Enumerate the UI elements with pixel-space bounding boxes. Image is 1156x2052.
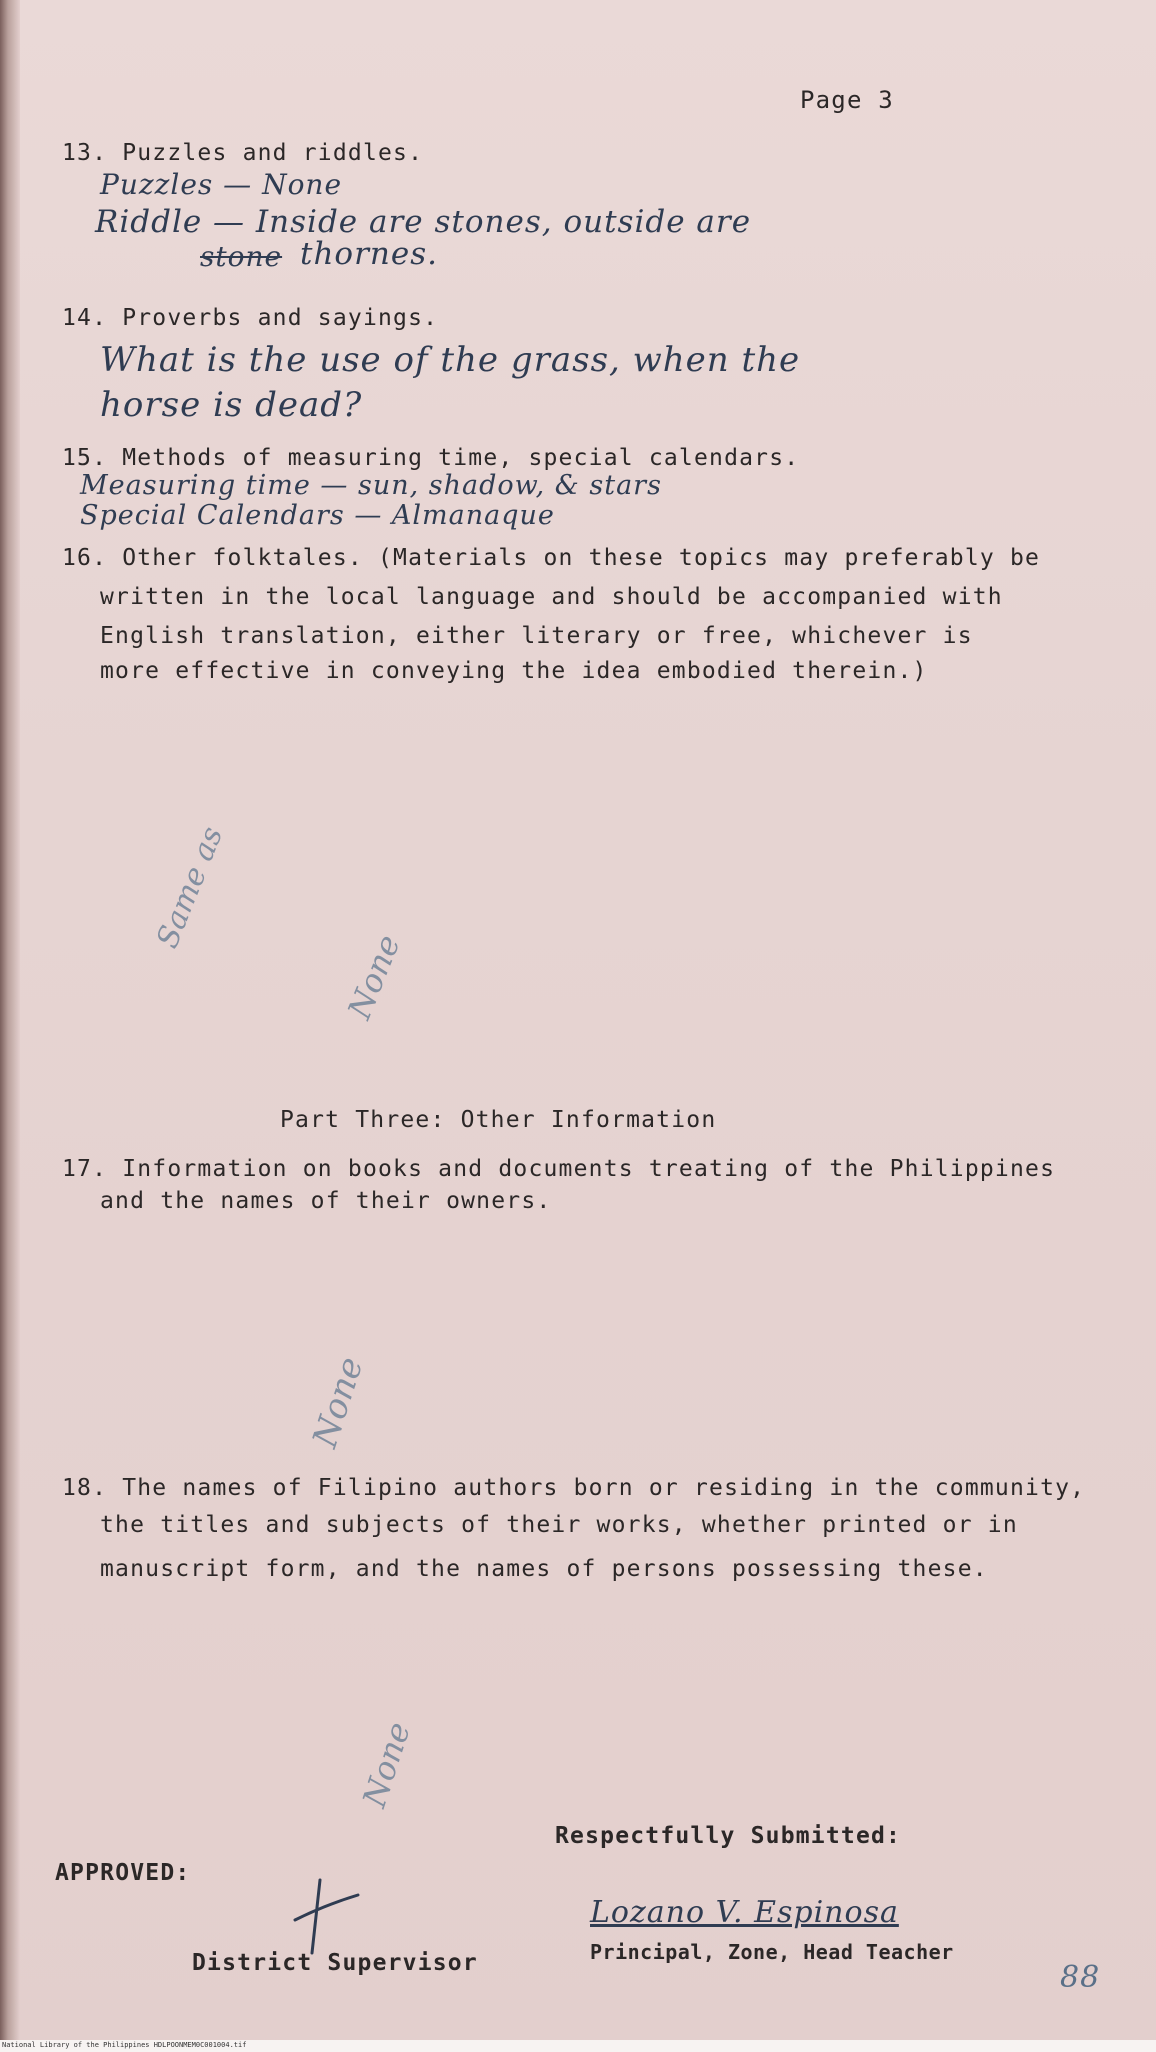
handwritten-puzzles-answer: Puzzles — None	[100, 168, 343, 201]
supervisor-signature-mark	[290, 1875, 370, 1955]
item-13-label: 13. Puzzles and riddles.	[62, 140, 424, 166]
item-17-line1: 17. Information on books and documents treating of the Philippines	[62, 1156, 1056, 1182]
bleed-through	[355, 100, 368, 124]
item-16-line2: written in the local language and should be accompanied with	[100, 584, 1003, 610]
handwritten-riddle-answer-cont: thornes.	[300, 236, 438, 272]
principal-signature: Lozano V. Espinosa	[590, 1895, 899, 1930]
scan-footer-note: National Library of the Philippines HDLPOONMEM0C001004.tif	[2, 2041, 247, 2049]
item-17-line2: and the names of their owners.	[100, 1188, 552, 1214]
item-16-line3: English translation, either literary or free, whichever is	[100, 623, 973, 649]
handwritten-time-line1: Measuring time — sun, shadow, & stars	[80, 470, 662, 501]
approved-label: APPROVED:	[55, 1860, 191, 1886]
item-18-line1: 18. The names of Filipino authors born or residing in the community,	[62, 1475, 1086, 1501]
binding-spine	[0, 0, 20, 2040]
handwritten-page-number: 88	[1060, 1960, 1101, 1995]
page-label: Page 3	[800, 86, 894, 114]
handwritten-riddle-answer: Riddle — Inside are stones, outside are	[95, 204, 752, 240]
respectfully-submitted: Respectfully Submitted:	[555, 1823, 902, 1849]
pencil-note-none-16: None	[340, 929, 408, 1025]
pencil-note-none-17: None	[305, 1352, 372, 1453]
item-18-line2: the titles and subjects of their works, whether printed or in	[100, 1512, 1018, 1538]
pencil-note-none-18: None	[355, 1717, 418, 1812]
item-16-line4: more effective in conveying the idea embodied therein.)	[100, 658, 928, 684]
handwritten-riddle-struck-word: stone	[200, 240, 283, 273]
handwritten-proverb-line1: What is the use of the grass, when the	[100, 340, 801, 380]
principal-label: Principal, Zone, Head Teacher	[590, 1940, 954, 1964]
item-18-line3: manuscript form, and the names of persons possessing these.	[100, 1556, 988, 1582]
handwritten-proverb-line2: horse is dead?	[100, 385, 363, 425]
handwritten-time-line2: Special Calendars — Almanaque	[80, 500, 555, 531]
district-supervisor-label: District Supervisor	[192, 1950, 478, 1976]
item-14-label: 14. Proverbs and sayings.	[62, 305, 439, 331]
item-15-label: 15. Methods of measuring time, special calendars.	[62, 445, 800, 471]
item-16-line1: 16. Other folktales. (Materials on these topics may preferably be	[62, 545, 1041, 571]
pencil-note-same-as: Same as	[150, 821, 231, 954]
part-three-heading: Part Three: Other Information	[280, 1107, 717, 1133]
